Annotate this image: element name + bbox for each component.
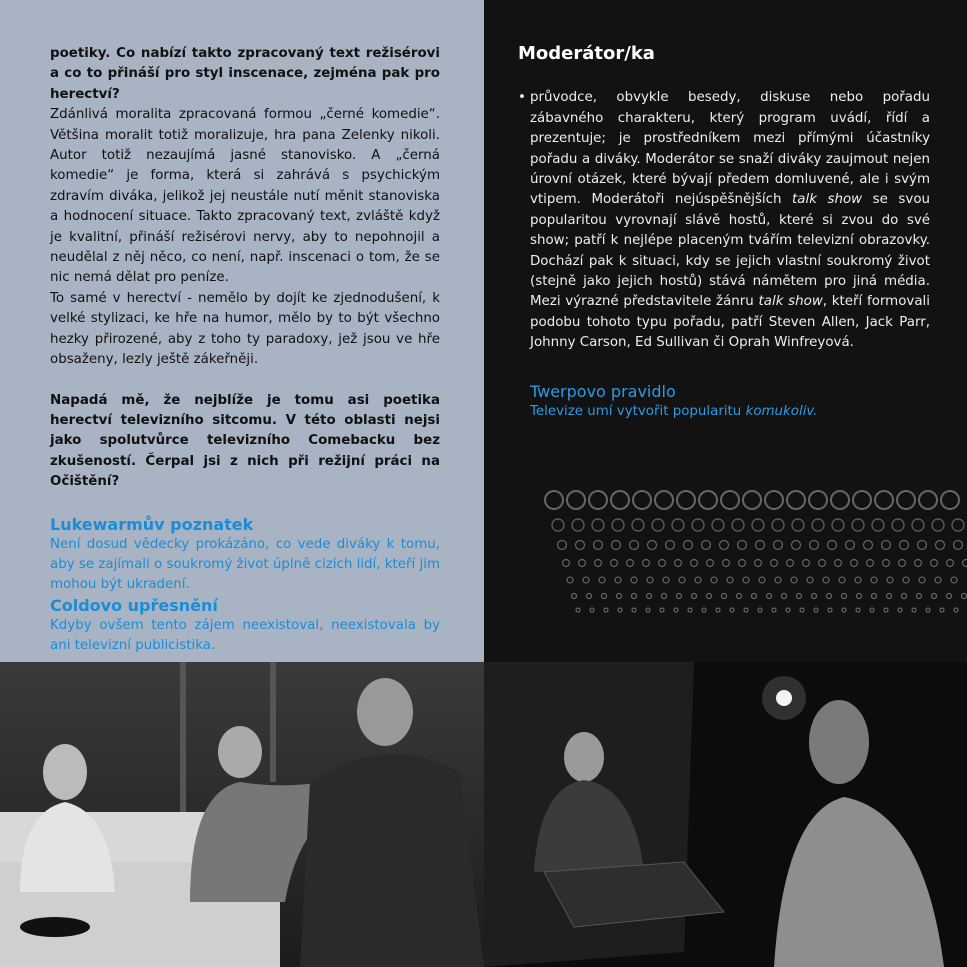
- pattern-dot: [723, 560, 730, 567]
- pattern-dot: [765, 491, 783, 509]
- pattern-dot: [572, 519, 584, 531]
- twerp-rule-emphasis: komukoliv.: [745, 403, 818, 419]
- stage-photo-three-actors: [0, 662, 484, 967]
- moderator-definition: [518, 88, 930, 353]
- pattern-dot: [870, 608, 874, 612]
- pattern-dot: [611, 560, 618, 567]
- pattern-dot: [707, 560, 714, 567]
- pattern-dot: [797, 594, 802, 599]
- pattern-dot: [730, 608, 734, 612]
- pattern-dot: [755, 560, 762, 567]
- pattern-dot: [579, 560, 586, 567]
- pattern-dot: [643, 560, 650, 567]
- pattern-dot: [660, 608, 664, 612]
- pattern-dot: [737, 594, 742, 599]
- pattern-dot: [602, 594, 607, 599]
- pattern-dot: [721, 491, 739, 509]
- pattern-dot: [572, 594, 577, 599]
- pattern-dot: [931, 560, 938, 567]
- pattern-dot: [919, 491, 937, 509]
- pattern-dot: [883, 560, 890, 567]
- pattern-dot: [679, 577, 685, 583]
- pattern-dot: [812, 519, 824, 531]
- pattern-dot: [662, 594, 667, 599]
- pattern-dot: [743, 491, 761, 509]
- pattern-dot: [855, 577, 861, 583]
- pattern-dot: [583, 577, 589, 583]
- cold-title: Coldovo upřesnění: [50, 595, 218, 615]
- pattern-dot: [810, 541, 819, 550]
- pattern-dot: [633, 491, 651, 509]
- decorative-dot-pattern: [540, 490, 967, 620]
- pattern-dot: [902, 594, 907, 599]
- talk-show-term-1: talk show: [792, 192, 863, 208]
- pattern-dot: [722, 594, 727, 599]
- pattern-dot: [590, 608, 594, 612]
- pattern-dot: [807, 577, 813, 583]
- pattern-dot: [612, 541, 621, 550]
- pattern-dot: [857, 594, 862, 599]
- pattern-dot: [716, 608, 720, 612]
- pattern-dot: [828, 541, 837, 550]
- pattern-dot: [743, 577, 749, 583]
- twerp-rule-text: [530, 402, 930, 422]
- pattern-dot: [752, 594, 757, 599]
- pattern-dot: [871, 577, 877, 583]
- pattern-dot: [677, 594, 682, 599]
- pattern-dot: [835, 560, 842, 567]
- pattern-dot: [898, 608, 902, 612]
- pattern-dot: [839, 577, 845, 583]
- pattern-dot: [659, 560, 666, 567]
- pattern-dot: [786, 608, 790, 612]
- pattern-dot: [771, 560, 778, 567]
- pattern-dot: [941, 491, 959, 509]
- pattern-dot: [842, 608, 846, 612]
- pattern-dot: [954, 541, 963, 550]
- pattern-dot: [627, 560, 634, 567]
- pattern-dot: [592, 519, 604, 531]
- interview-column: [50, 44, 440, 657]
- pattern-dot: [772, 519, 784, 531]
- pattern-dot: [772, 608, 776, 612]
- pattern-dot: [932, 594, 937, 599]
- pattern-dot: [853, 491, 871, 509]
- pattern-dot: [803, 560, 810, 567]
- pattern-dot: [775, 577, 781, 583]
- pattern-dot: [675, 560, 682, 567]
- pattern-dot: [851, 560, 858, 567]
- pattern-dot: [828, 608, 832, 612]
- pattern-dot: [595, 560, 602, 567]
- pattern-dot: [842, 594, 847, 599]
- pattern-dot: [702, 608, 706, 612]
- pattern-dot: [759, 577, 765, 583]
- lukewarm-text: Není dosud vědecky prokázáno, co vede diváky k tomu, aby se zajímali o soukromý život úplně cizích lidí, kteří jim mohou být ukradení.: [50, 536, 440, 593]
- pattern-dot: [684, 541, 693, 550]
- pattern-dot: [732, 519, 744, 531]
- pattern-dot: [812, 594, 817, 599]
- pattern-dot: [632, 594, 637, 599]
- pattern-dot: [792, 519, 804, 531]
- pattern-dot: [787, 491, 805, 509]
- pattern-dot: [674, 608, 678, 612]
- definition-part-b: se svou popularitou vyrovnají slávě hostů, které si zvou do své show; patří k nejlépe placeným tvářím televizní obrazovky. Dochází pak k situaci, kdy se jejich vlastní soukromý život (stejně jako jejich hostů) stává námětem pro jiná média. Mezi výrazné představitele žánru: [530, 192, 930, 310]
- question-2: Napadá mě, že nejblíže je tomu asi poetika herectví televizního sitcomu. V této oblasti nejsi jako spolutvůrce televizního Comebacku bez zkušeností. Čerpal jsi z nich při režijní práci na Očištění?: [50, 392, 440, 490]
- pattern-dot: [917, 594, 922, 599]
- pattern-dot: [814, 608, 818, 612]
- pattern-dot: [545, 491, 563, 509]
- pattern-dot: [819, 560, 826, 567]
- pattern-dot: [809, 491, 827, 509]
- pattern-dot: [903, 577, 909, 583]
- cold-text: Kdyby ovšem tento zájem neexistoval, neexistovala by ani televizní publicistika.: [50, 617, 440, 654]
- pattern-dot: [567, 577, 573, 583]
- pattern-dot: [963, 560, 967, 567]
- pattern-dot: [632, 519, 644, 531]
- pattern-dot: [702, 541, 711, 550]
- pattern-dot: [712, 519, 724, 531]
- pattern-dot: [915, 560, 922, 567]
- pattern-dot: [936, 541, 945, 550]
- pattern-dot: [912, 519, 924, 531]
- pattern-dot: [648, 541, 657, 550]
- pattern-dot: [632, 608, 636, 612]
- pattern-dot: [791, 577, 797, 583]
- pattern-dot: [707, 594, 712, 599]
- twerp-rule-title: Twerpovo pravidlo: [530, 381, 676, 401]
- pattern-dot: [647, 594, 652, 599]
- pattern-dot: [699, 491, 717, 509]
- lukewarm-title: Lukewarmův poznatek: [50, 514, 254, 534]
- pattern-dot: [558, 541, 567, 550]
- pattern-dot: [892, 519, 904, 531]
- pattern-dot: [691, 560, 698, 567]
- pattern-dot: [738, 541, 747, 550]
- pattern-dot: [831, 491, 849, 509]
- pattern-dot: [852, 519, 864, 531]
- pattern-dot: [787, 560, 794, 567]
- answer-1-paragraph-2: To samé v herectví - nemělo by dojít ke zjednodušení, k velké stylizaci, ke hře na humor, mělo by to být všechno hezky přirozené, aby z toho ty paradoxy, jež jsou ve hře obsaženy, lezly ještě zákeřněji.: [50, 290, 440, 368]
- pattern-dot: [594, 541, 603, 550]
- pattern-dot: [947, 594, 952, 599]
- pattern-dot: [962, 594, 967, 599]
- pattern-dot: [587, 594, 592, 599]
- definition-part-a: průvodce, obvykle besedy, diskuse nebo pořadu zábavného charakteru, který program uvádí, řídí a prezentuje; je prostředníkem mezi přímými účastníky pořadu a diváky. Moderátor se snaží diváky zaujmout nejen úrovní otázek, které bývají předem domluvené, ale i svým vtipem. Moderátoři nejúspěšnějších: [530, 90, 930, 208]
- pattern-dot: [827, 594, 832, 599]
- pattern-dot: [727, 577, 733, 583]
- pattern-dot: [882, 541, 891, 550]
- pattern-dot: [612, 519, 624, 531]
- pattern-dot: [663, 577, 669, 583]
- pattern-dot: [672, 519, 684, 531]
- pattern-dot: [887, 577, 893, 583]
- question-1: poetiky. Co nabízí takto zpracovaný text režisérovi a co to přináší pro styl inscenace, zejména pak pro herectví?: [50, 46, 440, 102]
- pattern-dot: [912, 608, 916, 612]
- pattern-dot: [695, 577, 701, 583]
- pattern-dot: [935, 577, 941, 583]
- pattern-dot: [615, 577, 621, 583]
- pattern-dot: [899, 560, 906, 567]
- pattern-dot: [711, 577, 717, 583]
- pattern-dot: [552, 519, 564, 531]
- pattern-dot: [867, 560, 874, 567]
- pattern-dot: [739, 560, 746, 567]
- pattern-dot: [952, 519, 964, 531]
- pattern-dot: [926, 608, 930, 612]
- pattern-dot: [792, 541, 801, 550]
- pattern-dot: [864, 541, 873, 550]
- pattern-dot: [652, 519, 664, 531]
- pattern-dot: [618, 608, 622, 612]
- pattern-dot: [887, 594, 892, 599]
- pattern-dot: [932, 519, 944, 531]
- pattern-dot: [692, 594, 697, 599]
- pattern-dot: [617, 594, 622, 599]
- moderator-title: Moderátor/ka: [518, 43, 655, 64]
- pattern-dot: [884, 608, 888, 612]
- pattern-dot: [567, 491, 585, 509]
- pattern-dot: [688, 608, 692, 612]
- pattern-dot: [666, 541, 675, 550]
- pattern-dot: [800, 608, 804, 612]
- pattern-dot: [576, 541, 585, 550]
- pattern-dot: [720, 541, 729, 550]
- pattern-dot: [774, 541, 783, 550]
- pattern-dot: [631, 577, 637, 583]
- pattern-dot: [604, 608, 608, 612]
- pattern-dot: [919, 577, 925, 583]
- pattern-dot: [872, 594, 877, 599]
- pattern-dot: [782, 594, 787, 599]
- pattern-dot: [655, 491, 673, 509]
- answer-1-paragraph-1: Zdánlivá moralita zpracovaná formou „černé komedie“. Většina moralit totiž moralizuje, hra pana Zelenky nikoli. Autor totiž nezaujímá jasné stanovisko. A „černá komedie“ je forma, která si zahrává s psychickým zdravím diváka, jelikož jej neustále nutí měnit stanoviska a hodnocení situace. Takto zpracovaný text, zvláště když je kvalitní, přináší režisérovi nervy, aby to nepohnojil a neudělal z něj něco, co není, např. inscenaci o tom, že se nic nemá dělat pro peníze.: [50, 107, 440, 286]
- pattern-dot: [897, 491, 915, 509]
- pattern-dot: [947, 560, 954, 567]
- pattern-dot: [630, 541, 639, 550]
- pattern-dot: [576, 608, 580, 612]
- definition-column: [518, 44, 930, 422]
- twerp-rule-body: Televize umí vytvořit popularitu: [530, 403, 746, 419]
- pattern-dot: [692, 519, 704, 531]
- pattern-dot: [611, 491, 629, 509]
- pattern-dot: [940, 608, 944, 612]
- pattern-dot: [875, 491, 893, 509]
- talk-show-term-2: talk show: [758, 294, 823, 310]
- pattern-dot: [823, 577, 829, 583]
- pattern-dot: [677, 491, 695, 509]
- pattern-dot: [758, 608, 762, 612]
- pattern-dot: [951, 577, 957, 583]
- pattern-dot: [752, 519, 764, 531]
- pattern-dot: [647, 577, 653, 583]
- pattern-dot: [646, 608, 650, 612]
- pattern-dot: [756, 541, 765, 550]
- pattern-dot: [589, 491, 607, 509]
- definition-part-c: , kteří formovali podobu tohoto typu pořadu, patří Steven Allen, Jack Parr, Johnny Carson, Ed Sullivan či Oprah Winfreyová.: [530, 294, 930, 351]
- pattern-dot: [872, 519, 884, 531]
- pattern-dot: [900, 541, 909, 550]
- pattern-dot: [954, 608, 958, 612]
- pattern-dot: [918, 541, 927, 550]
- pattern-dot: [563, 560, 570, 567]
- pattern-dot: [767, 594, 772, 599]
- pattern-dot: [846, 541, 855, 550]
- pattern-dot: [832, 519, 844, 531]
- stage-photo-two-actors: [484, 662, 967, 967]
- pattern-dot: [744, 608, 748, 612]
- pattern-dot: [856, 608, 860, 612]
- pattern-dot: [599, 577, 605, 583]
